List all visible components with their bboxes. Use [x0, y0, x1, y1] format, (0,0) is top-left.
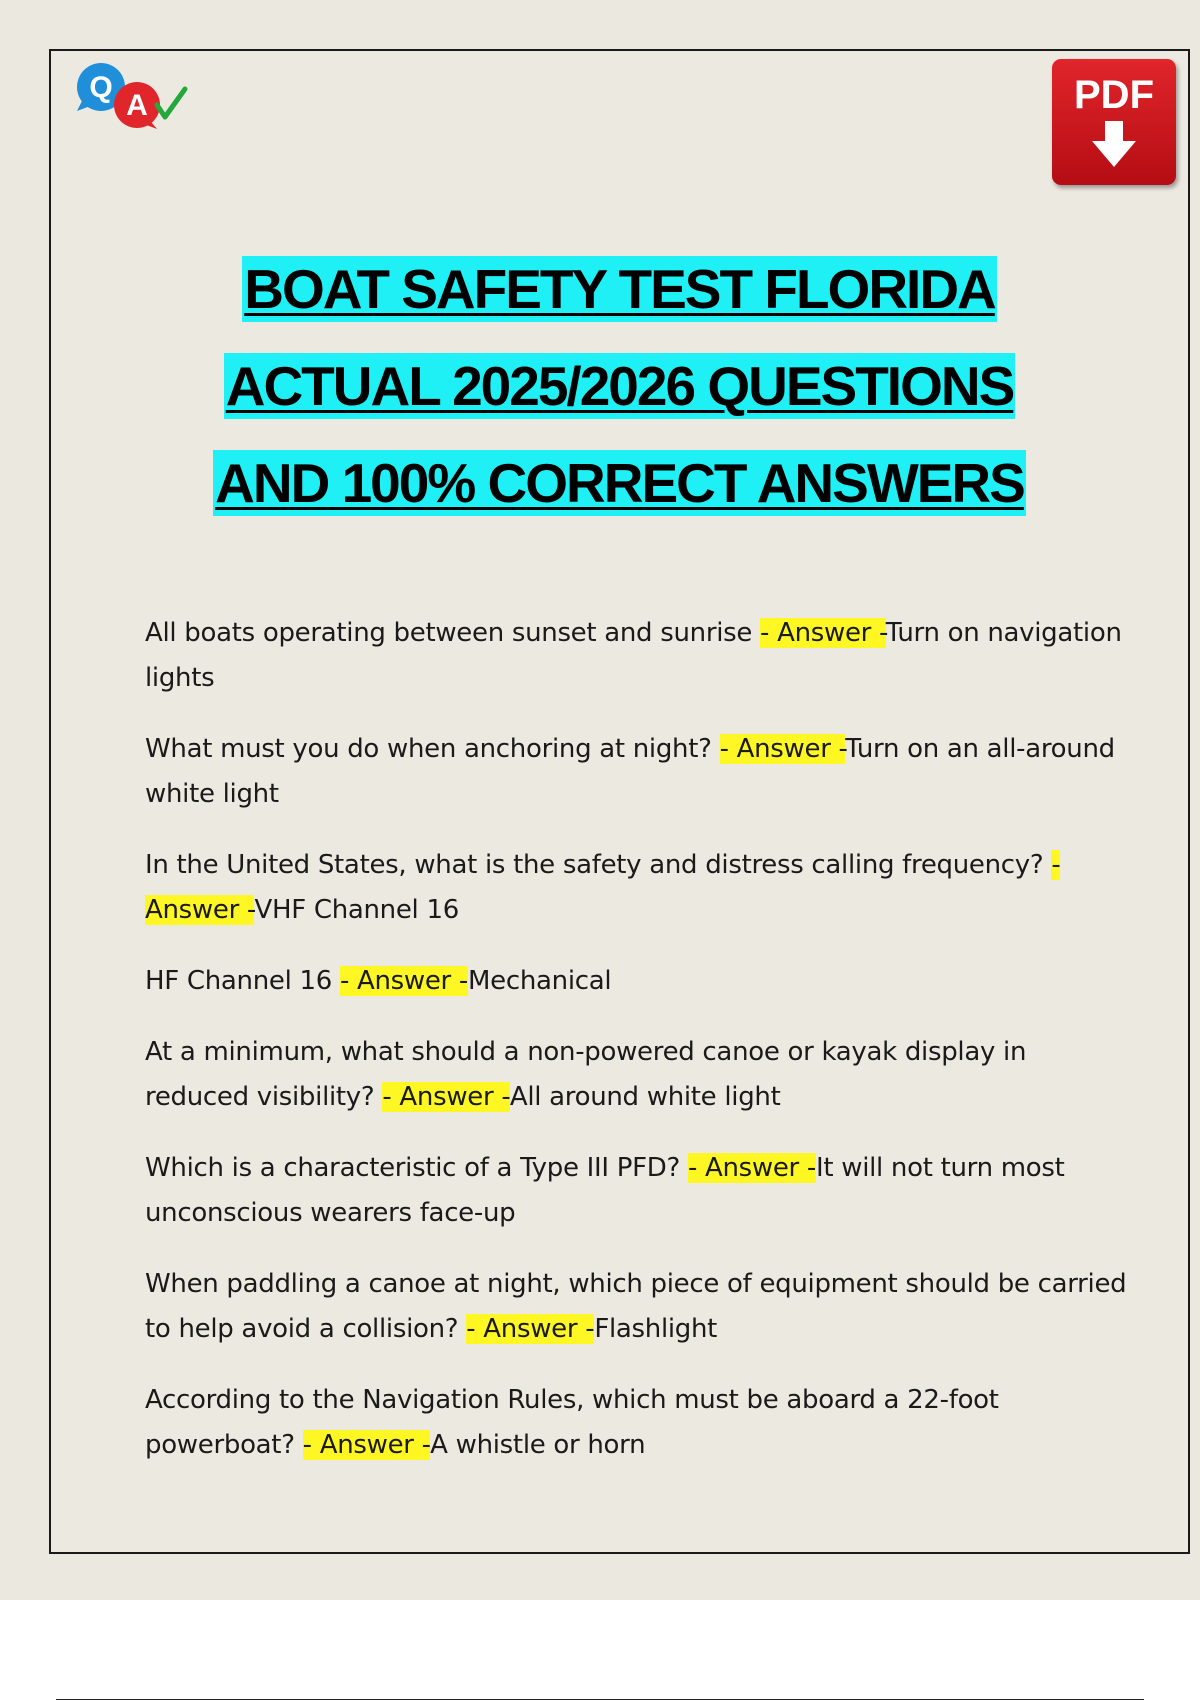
answer-marker: - Answer - [760, 618, 886, 648]
answer-marker: - Answer - [382, 1082, 510, 1112]
qa-question: According to the Navigation Rules, which must be aboard a 22-foot powerboat? [145, 1385, 999, 1460]
qa-question: When paddling a canoe at night, which piece of equipment should be carried to help avoid a collision? [145, 1269, 1127, 1344]
pdf-badge-label: PDF [1074, 73, 1154, 117]
qa-question: In the United States, what is the safety and distress calling frequency? [145, 850, 1052, 880]
page-border-frame [49, 49, 1190, 1554]
pdf-download-badge[interactable] [1052, 59, 1176, 185]
qa-item [145, 959, 1135, 1004]
answer-marker: - Answer - [687, 1153, 816, 1183]
qa-question: At a minimum, what should a non-powered canoe or kayak display in reduced visibility? [145, 1037, 1027, 1112]
qa-item [145, 1262, 1135, 1352]
qa-answer: Mechanical [468, 966, 612, 996]
logo-q-letter: Q [89, 71, 113, 104]
qa-question: Which is a characteristic of a Type III PFD? [145, 1153, 688, 1183]
title-line-3: AND 100% CORRECT ANSWERS [215, 452, 1024, 514]
answer-marker: - Answer - [719, 734, 846, 764]
logo-a-letter: A [126, 89, 148, 122]
title-line-1: BOAT SAFETY TEST FLORIDA [244, 258, 995, 320]
document-title [51, 241, 1188, 532]
answer-marker: - Answer - [339, 966, 468, 996]
qa-item [145, 843, 1135, 933]
answer-marker: - Answer - [145, 850, 1061, 925]
check-icon [157, 89, 185, 117]
qa-question: HF Channel 16 [145, 966, 340, 996]
qa-answer: Flashlight [594, 1314, 718, 1344]
qa-item [145, 727, 1135, 817]
qa-answer: Turn on navigation lights [145, 618, 1122, 693]
title-line-2: ACTUAL 2025/2026 QUESTIONS [225, 355, 1014, 417]
qa-answer: VHF Channel 16 [254, 895, 459, 925]
qa-list [145, 611, 1135, 1489]
qa-item [145, 611, 1135, 701]
qa-question: What must you do when anchoring at night? [145, 734, 720, 764]
answer-marker: - Answer - [302, 1430, 431, 1460]
qa-answer: All around white light [509, 1082, 781, 1112]
qa-answer: A whistle or horn [430, 1430, 646, 1460]
qa-answer: It will not turn most unconscious wearers face-up [145, 1153, 1065, 1228]
qa-item [145, 1378, 1135, 1468]
qa-answer: Turn on an all-around white light [145, 734, 1115, 809]
answer-marker: - Answer - [466, 1314, 595, 1344]
qa-question: All boats operating between sunset and sunrise [145, 618, 761, 648]
qa-item [145, 1146, 1135, 1236]
download-arrow-icon [1092, 121, 1136, 169]
qa-logo-icon [71, 59, 191, 139]
qa-item [145, 1030, 1135, 1120]
